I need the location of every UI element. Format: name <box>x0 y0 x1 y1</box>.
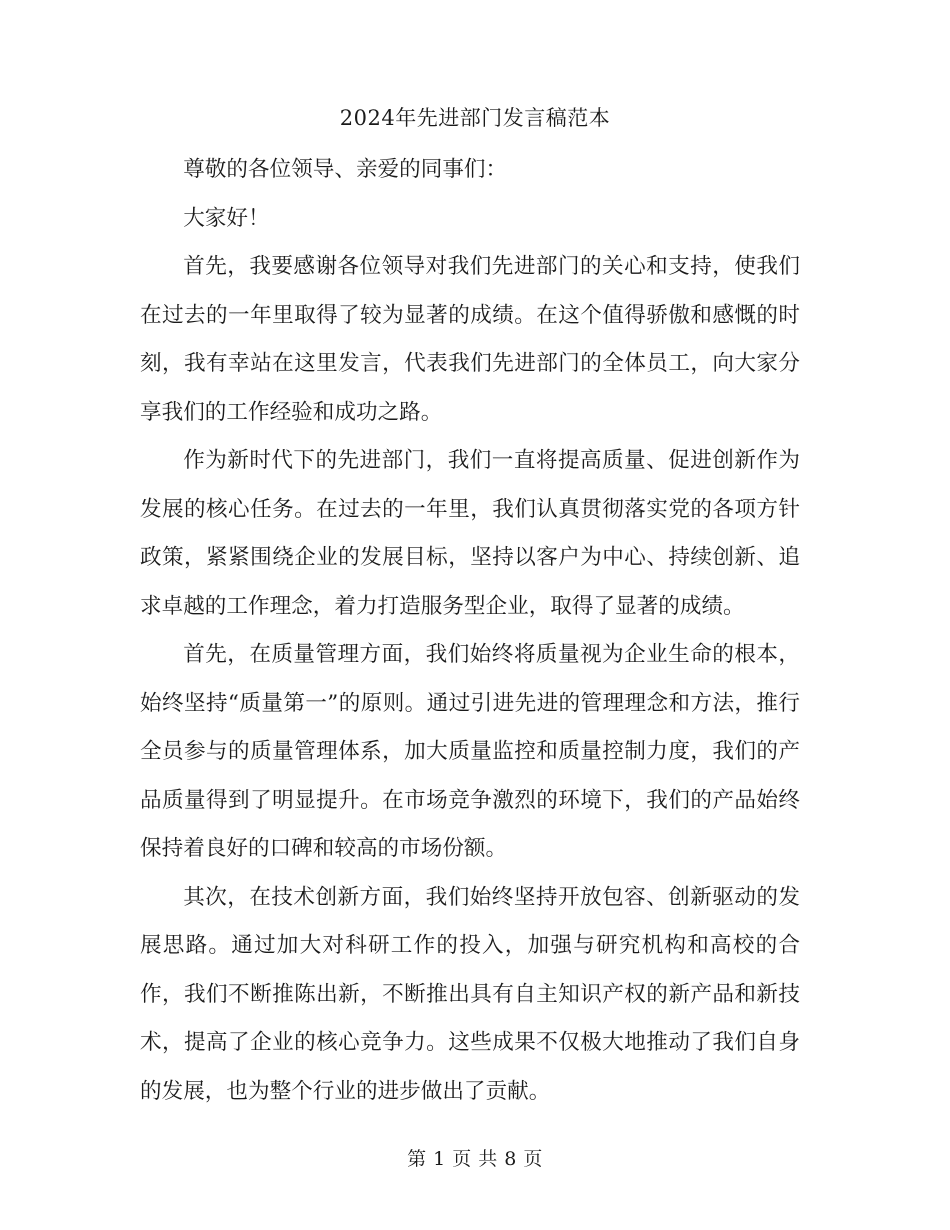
paragraph: 首先，在质量管理方面，我们始终将质量视为企业生命的根本，始终坚持“质量第一”的原则。通过引进先进的管理理念和方法，推行全员参与的质量管理体系，加大质量监控和质量控制力度，我们的产品质量得到了明显提升。在市场竞争激烈的环境下，我们的产品始终保持着良好的口碑和较高的市场份额。 <box>140 642 800 861</box>
page-number-footer: 第 1 页 共 8 页 <box>407 1148 543 1170</box>
document-title: 2024年先进部门发言稿范本 <box>339 106 611 130</box>
salutation: 尊敬的各位领导、亲爱的同事们： <box>183 157 508 182</box>
document-body <box>140 146 800 1116</box>
paragraph: 其次，在技术创新方面，我们始终坚持开放包容、创新驱动的发展思路。通过加大对科研工作的投入，加强与研究机构和高校的合作，我们不断推陈出新，不断推出具有自主知识产权的新产品和新技术，提高了企业的核心竞争力。这些成果不仅极大地推动了我们自身的发展，也为整个行业的进步做出了贡献。 <box>140 884 800 1104</box>
greeting: 大家好！ <box>183 205 270 231</box>
paragraph: 作为新时代下的先进部门，我们一直将提高质量、促进创新作为发展的核心任务。在过去的一年里，我们认真贯彻落实党的各项方针政策，紧紧围绕企业的发展目标，坚持以客户为中心、持续创新、追求卓越的工作理念，着力打造服务型企业，取得了显著的成绩。 <box>140 448 800 619</box>
paragraph: 首先，我要感谢各位领导对我们先进部门的关心和支持，使我们在过去的一年里取得了较为显著的成绩。在这个值得骄傲和感慨的时刻，我有幸站在这里发言，代表我们先进部门的全体员工，向大家分享我们的工作经验和成功之路。 <box>140 254 800 425</box>
